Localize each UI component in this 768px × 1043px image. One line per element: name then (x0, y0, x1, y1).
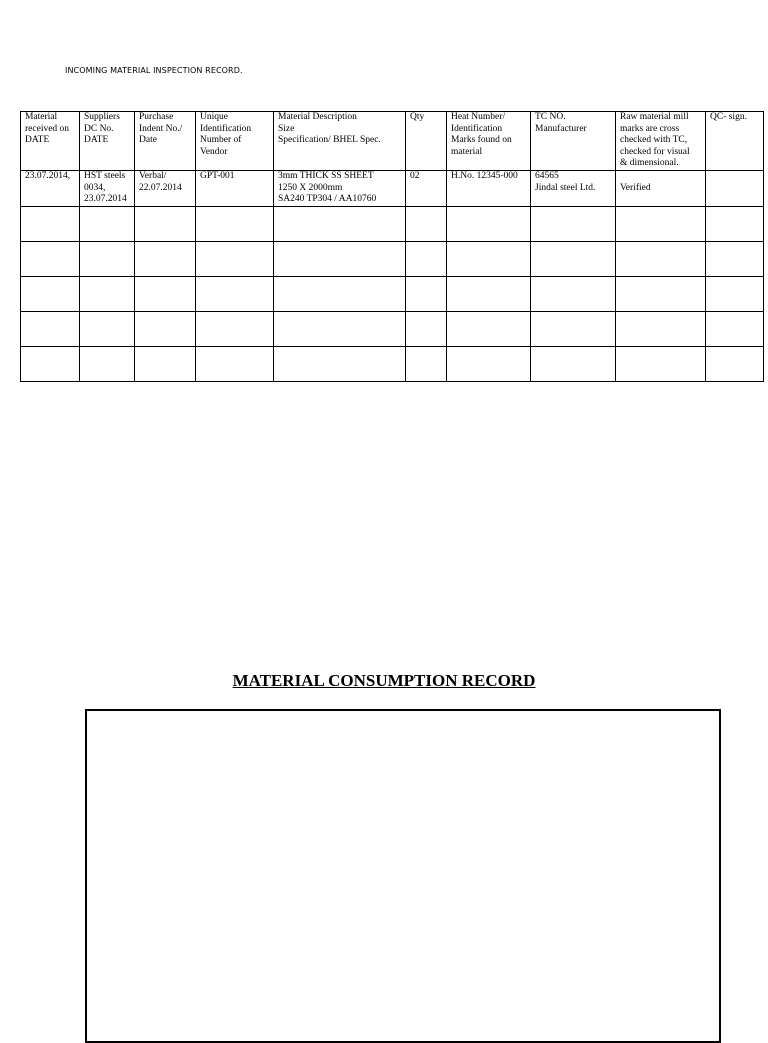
empty-cell (531, 241, 616, 276)
empty-cell (706, 346, 764, 381)
page-heading: INCOMING MATERIAL INSPECTION RECORD. (65, 66, 243, 75)
empty-cell (531, 206, 616, 241)
empty-cell (80, 346, 135, 381)
inspection-table (20, 111, 764, 382)
header-heat-number: Heat Number/ Identification Marks found on material (447, 112, 531, 171)
empty-cell (447, 241, 531, 276)
cell-material-description: 3mm THICK SS SHEET 1250 X 2000mm SA240 TP304 / AA10760 (274, 171, 406, 207)
empty-cell (406, 311, 447, 346)
empty-cell (196, 276, 274, 311)
empty-cell (406, 276, 447, 311)
empty-cell (274, 311, 406, 346)
empty-cell (135, 206, 196, 241)
header-qc-sign: QC- sign. (706, 112, 764, 171)
empty-cell (531, 311, 616, 346)
header-qty: Qty (406, 112, 447, 171)
cell-qc-sign (706, 171, 764, 207)
empty-cell (406, 241, 447, 276)
empty-cell (80, 311, 135, 346)
empty-cell (135, 311, 196, 346)
empty-cell (531, 276, 616, 311)
empty-cell (135, 241, 196, 276)
cell-tc-no-manufacturer: 64565 Jindal steel Ltd. (531, 171, 616, 207)
cell-qty: 02 (406, 171, 447, 207)
header-tc-no-manufacturer: TC NO. Manufacturer (531, 112, 616, 171)
empty-cell (616, 241, 706, 276)
empty-cell (616, 346, 706, 381)
empty-cell (447, 206, 531, 241)
cell-raw-material-mill-marks: Verified (616, 171, 706, 207)
empty-table-row (21, 241, 764, 276)
empty-cell (616, 311, 706, 346)
empty-cell (196, 206, 274, 241)
empty-cell (274, 346, 406, 381)
empty-cell (21, 241, 80, 276)
empty-cell (447, 311, 531, 346)
empty-cell (80, 206, 135, 241)
empty-cell (706, 276, 764, 311)
cell-material-received-date: 23.07.2014, (21, 171, 80, 207)
empty-cell (21, 206, 80, 241)
empty-cell (447, 276, 531, 311)
empty-cell (274, 241, 406, 276)
header-purchase-indent-no-date: Purchase Indent No./ Date (135, 112, 196, 171)
empty-table-row (21, 346, 764, 381)
empty-cell (706, 241, 764, 276)
empty-cell (406, 206, 447, 241)
cell-purchase-indent-no-date: Verbal/ 22.07.2014 (135, 171, 196, 207)
empty-cell (706, 311, 764, 346)
empty-cell (21, 311, 80, 346)
header-unique-identification-number: Unique Identification Number of Vendor (196, 112, 274, 171)
header-material-description: Material Description Size Specification/ BHEL Spec. (274, 112, 406, 171)
empty-cell (21, 276, 80, 311)
empty-cell (196, 311, 274, 346)
cell-heat-number: H.No. 12345-000 (447, 171, 531, 207)
empty-cell (706, 206, 764, 241)
empty-cell (616, 206, 706, 241)
empty-cell (274, 206, 406, 241)
empty-cell (80, 241, 135, 276)
consumption-record-title: MATERIAL CONSUMPTION RECORD (232, 671, 536, 690)
empty-cell (196, 241, 274, 276)
empty-table-row (21, 311, 764, 346)
cell-unique-identification-number: GPT-001 (196, 171, 274, 207)
empty-cell (616, 276, 706, 311)
header-material-received-date: Material received on DATE (21, 112, 80, 171)
empty-cell (80, 276, 135, 311)
empty-cell (135, 276, 196, 311)
header-raw-material-mill-marks: Raw material mill marks are cross checked with TC, checked for visual & dimensional. (616, 112, 706, 171)
empty-cell (406, 346, 447, 381)
empty-cell (531, 346, 616, 381)
table-header-row (21, 112, 764, 171)
table-row (21, 171, 764, 207)
empty-cell (447, 346, 531, 381)
empty-cell (135, 346, 196, 381)
empty-table-row (21, 206, 764, 241)
empty-cell (274, 276, 406, 311)
consumption-record-box (85, 709, 721, 1043)
header-suppliers-dc-no-date: Suppliers DC No. DATE (80, 112, 135, 171)
empty-cell (196, 346, 274, 381)
cell-suppliers-dc-no-date: HST steels 0034, 23.07.2014 (80, 171, 135, 207)
empty-cell (21, 346, 80, 381)
empty-table-row (21, 276, 764, 311)
